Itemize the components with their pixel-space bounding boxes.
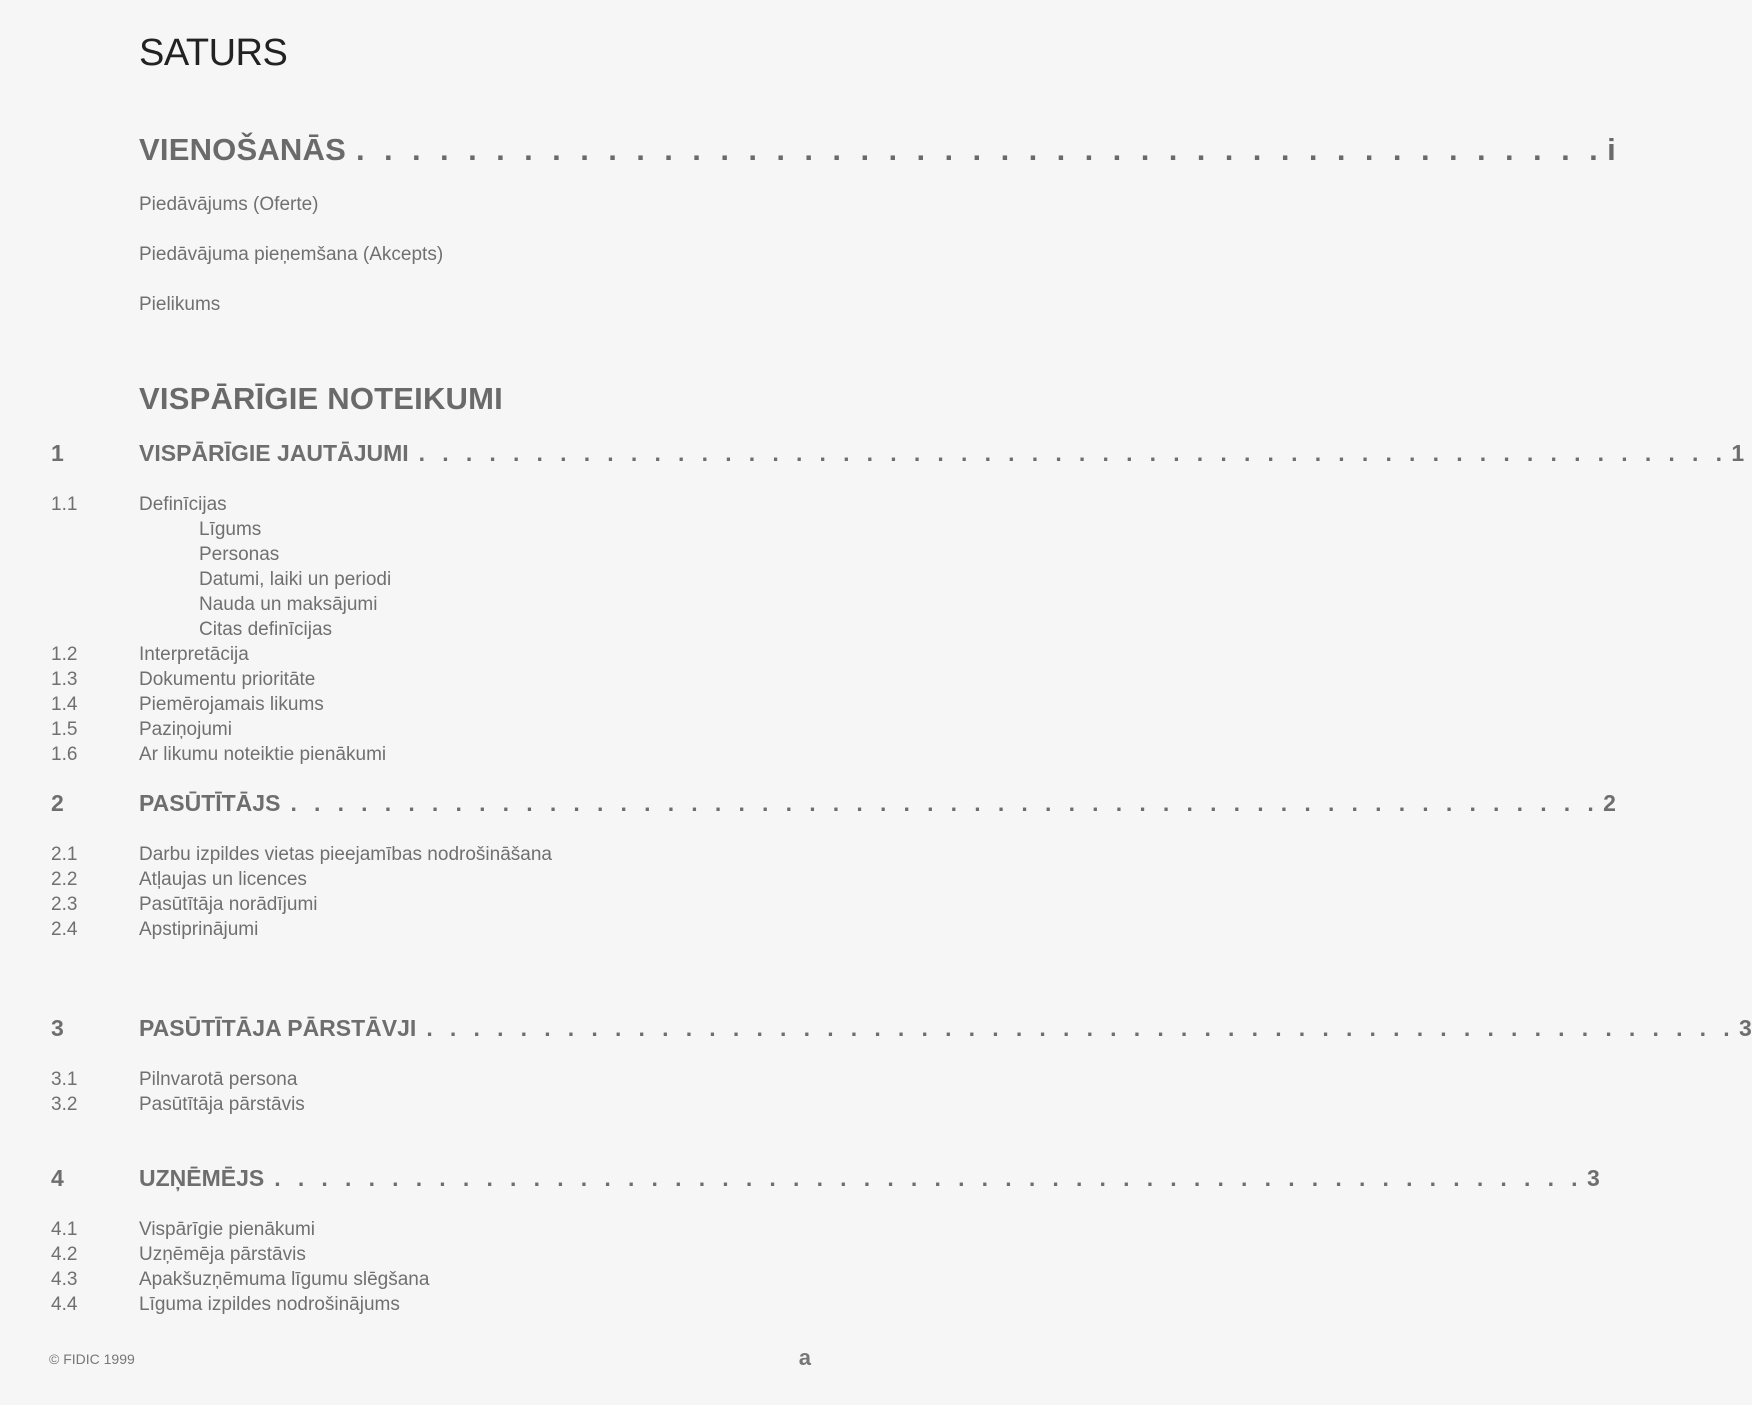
page-number: a: [798, 1345, 811, 1370]
section-number: 3: [51, 1015, 64, 1041]
toc-item[interactable]: Pielikums: [139, 294, 221, 315]
section-title: PASŪTĪTĀJA PĀRSTĀVJI: [139, 1015, 417, 1041]
section-number: 4: [51, 1165, 64, 1191]
toc-subitem[interactable]: Personas: [199, 544, 280, 565]
toc-subitem[interactable]: Līgums: [199, 519, 262, 540]
section-title: VISPĀRĪGIE JAUTĀJUMI: [139, 440, 409, 466]
toc-section-4[interactable]: [139, 1165, 1600, 1192]
toc-item[interactable]: Līguma izpildes nodrošinājums: [139, 1294, 400, 1315]
toc-item[interactable]: Piedāvājums (Oferte): [139, 194, 319, 215]
item-number: 2.1: [51, 844, 78, 865]
item-number: 4.1: [51, 1219, 78, 1240]
item-number: 1.5: [51, 719, 78, 740]
section-number: 1: [51, 440, 64, 466]
leader-dots: . . . . . . . . . . . . . . . . . . . . . . . . . . . . . . . . . . . . . . . . . . . . . . . . . . . . . . . .: [426, 1015, 1736, 1041]
toc-item[interactable]: Ar likumu noteiktie pienākumi: [139, 744, 387, 765]
item-number: 2.2: [51, 869, 78, 890]
toc-item[interactable]: Paziņojumi: [139, 719, 232, 740]
toc-entry-agreement[interactable]: [139, 132, 1616, 168]
item-number: 1.6: [51, 744, 78, 765]
agreement-heading: VIENOŠANĀS: [139, 132, 346, 167]
toc-item[interactable]: Apstiprinājumi: [139, 919, 259, 940]
toc-item[interactable]: Piedāvājuma pieņemšana (Akcepts): [139, 244, 444, 265]
toc-item[interactable]: Pilnvarotā persona: [139, 1069, 298, 1090]
toc-subitem[interactable]: Citas definīcijas: [199, 619, 333, 640]
leader-dots: . . . . . . . . . . . . . . . . . . . . . . . . . . . . . . . . . . . . . . . . . . . . .: [355, 132, 1604, 167]
leader-dots: . . . . . . . . . . . . . . . . . . . . . . . . . . . . . . . . . . . . . . . . . . . . . . . . . . . . . . . .: [274, 1165, 1583, 1191]
toc-item[interactable]: Vispārīgie pienākumi: [139, 1219, 316, 1240]
page-title: SATURS: [139, 32, 288, 74]
toc-item[interactable]: Uzņēmēja pārstāvis: [139, 1244, 306, 1265]
item-number: 2.3: [51, 894, 78, 915]
item-number: 3.1: [51, 1069, 78, 1090]
section-page: 2: [1603, 790, 1616, 816]
section-page: 3: [1586, 1165, 1600, 1191]
toc-item[interactable]: Atļaujas un licences: [139, 869, 307, 890]
toc-item[interactable]: Pasūtītāja norādījumi: [139, 894, 318, 915]
section-page: 3: [1739, 1015, 1752, 1041]
toc-section-1[interactable]: [139, 440, 1745, 467]
leader-dots: . . . . . . . . . . . . . . . . . . . . . . . . . . . . . . . . . . . . . . . . . . . . . . . . . . . . . . . .: [290, 790, 1600, 816]
item-number: 1.1: [51, 494, 78, 515]
toc-subitem[interactable]: Datumi, laiki un periodi: [199, 569, 392, 590]
toc-item[interactable]: Apakšuzņēmuma līgumu slēgšana: [139, 1269, 430, 1290]
toc-subitem[interactable]: Nauda un maksājumi: [199, 594, 378, 615]
item-number: 2.4: [51, 919, 78, 940]
section-title: PASŪTĪTĀJS: [139, 790, 281, 816]
item-number: 1.3: [51, 669, 78, 690]
item-number: 1.4: [51, 694, 78, 715]
toc-item[interactable]: Piemērojamais likums: [139, 694, 324, 715]
toc-item[interactable]: Dokumentu prioritāte: [139, 669, 316, 690]
toc-item[interactable]: Definīcijas: [139, 494, 227, 515]
item-number: 1.2: [51, 644, 78, 665]
section-number: 2: [51, 790, 64, 816]
toc-item[interactable]: Pasūtītāja pārstāvis: [139, 1094, 305, 1115]
section-page: 1: [1731, 440, 1745, 466]
item-number: 4.4: [51, 1294, 78, 1315]
toc-item[interactable]: Darbu izpildes vietas pieejamības nodrošināšana: [139, 844, 552, 865]
item-number: 4.2: [51, 1244, 78, 1265]
item-number: 3.2: [51, 1094, 78, 1115]
toc-section-2[interactable]: [139, 790, 1616, 817]
copyright: © FIDIC 1999: [49, 1351, 135, 1367]
agreement-page: i: [1607, 132, 1616, 167]
toc-item[interactable]: Interpretācija: [139, 644, 249, 665]
toc-section-3[interactable]: [139, 1015, 1752, 1042]
item-number: 4.3: [51, 1269, 78, 1290]
leader-dots: . . . . . . . . . . . . . . . . . . . . . . . . . . . . . . . . . . . . . . . . . . . . . . . . . . . . . . . .: [418, 440, 1728, 466]
section-title: UZŅĒMĒJS: [139, 1165, 265, 1191]
general-conditions-heading: VISPĀRĪGIE NOTEIKUMI: [139, 381, 503, 416]
